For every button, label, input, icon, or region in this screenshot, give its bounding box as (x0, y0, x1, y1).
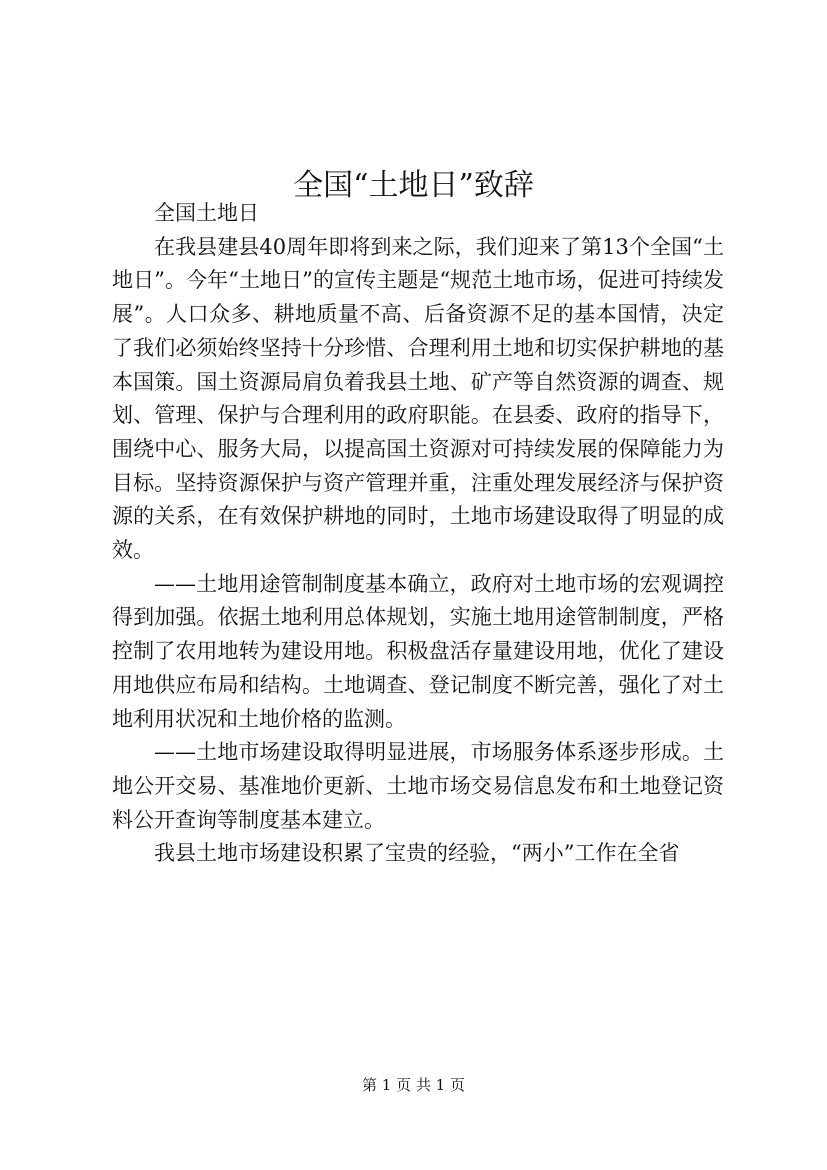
paragraph-experience: 我县土地市场建设积累了宝贵的经验，“两小”工作在全省 (154, 841, 680, 866)
document-title: 全国“土地日”致辞 (293, 168, 534, 204)
paragraph-intro: 在我县建县40周年即将到来之际，我们迎来了第13个全国“土地日”。今年“土地日”的宣传主题是“规范土地市场，促进可持续发展”。人口众多、耕地质量不高、后备资源不足的基本国情，决定了我们必须始终坚持十分珍惜、合理利用土地和切实保护耕地的基本国策。国土资源局肩负着我县土地、矿产等自然资源的调查、规划、管理、保护与合理利用的政府职能。在县委、政府的指导下，围绕中心、服务大局，以提高国土资源对可持续发展的保障能力为目标。坚持资源保护与资产管理并重，注重处理发展经济与保护资源的关系，在有效保护耕地的同时，土地市场建设取得了明显的成效。 (112, 234, 724, 563)
paragraph-market-progress: ——土地市场建设取得明显进展，市场服务体系逐步形成。土地公开交易、基准地价更新、土地市场交易信息发布和土地登记资料公开查询等制度基本建立。 (112, 740, 724, 832)
page-number-footer: 第 1 页 共 1 页 (362, 1076, 465, 1094)
salutation-paragraph: 全国土地日 (154, 201, 259, 225)
paragraph-land-use-control: ——土地用途管制制度基本确立，政府对土地市场的宏观调控得到加强。依据土地利用总体规划，实施土地用途管制制度，严格控制了农用地转为建设用地。积极盘活存量建设用地，优化了建设用地供应布局和结构。土地调查、登记制度不断完善，强化了对土地利用状况和土地价格的监测。 (112, 571, 724, 731)
document-body (112, 197, 724, 871)
